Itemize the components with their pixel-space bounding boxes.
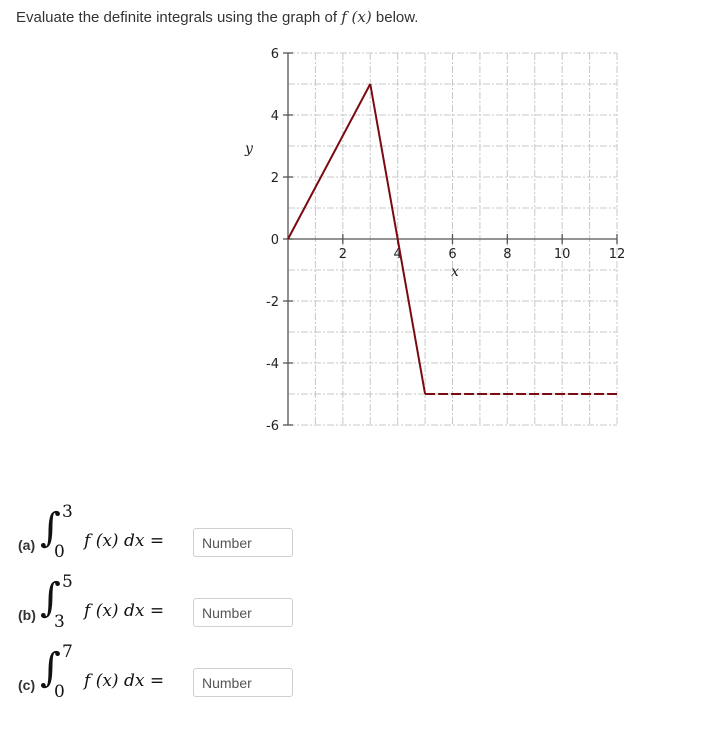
tick-labels (266, 47, 625, 434)
x-tick-label: 6 (448, 247, 457, 262)
y-tick-label: 0 (270, 233, 279, 248)
y-axis-label: y (245, 141, 253, 157)
question-label: (b) (18, 607, 36, 623)
y-tick-label: 2 (270, 171, 279, 186)
y-tick-label: 6 (270, 47, 279, 62)
x-axis-label: x (451, 264, 459, 280)
answer-input-b[interactable] (193, 598, 293, 627)
integral-sign: ∫ (40, 505, 61, 551)
y-tick-label: 4 (270, 109, 279, 124)
integrand: f (x) dx = (84, 531, 165, 551)
integral-sign: ∫ (40, 575, 61, 621)
integral-sign: ∫ (40, 645, 61, 691)
question-a (0, 502, 709, 578)
upper-limit: 3 (62, 502, 73, 522)
x-tick-label: 12 (608, 247, 626, 262)
curve-segment (288, 84, 370, 239)
lower-limit: 0 (54, 682, 65, 702)
x-tick-label: 10 (553, 247, 571, 262)
lower-limit: 3 (54, 612, 65, 632)
integrand: f (x) dx = (84, 601, 165, 621)
upper-limit: 5 (62, 572, 73, 592)
question-c (0, 642, 709, 718)
x-tick-label: 2 (338, 247, 347, 262)
upper-limit: 7 (62, 642, 73, 662)
question-b (0, 572, 709, 648)
prompt-function: f (x) (341, 8, 372, 26)
x-tick-label: 4 (393, 247, 402, 262)
integrand: f (x) dx = (84, 671, 165, 691)
y-tick-label: -2 (266, 295, 279, 310)
y-tick-label: -6 (266, 419, 279, 434)
x-tick-label: 8 (503, 247, 512, 262)
lower-limit: 0 (54, 542, 65, 562)
prompt-suffix: below. (375, 9, 419, 26)
prompt-text: Evaluate the definite integrals using the graph of (16, 9, 338, 26)
answer-input-a[interactable] (193, 528, 293, 557)
question-label: (a) (18, 537, 36, 553)
y-tick-label: -4 (266, 357, 279, 372)
answer-input-c[interactable] (193, 668, 293, 697)
question-label: (c) (18, 677, 36, 693)
